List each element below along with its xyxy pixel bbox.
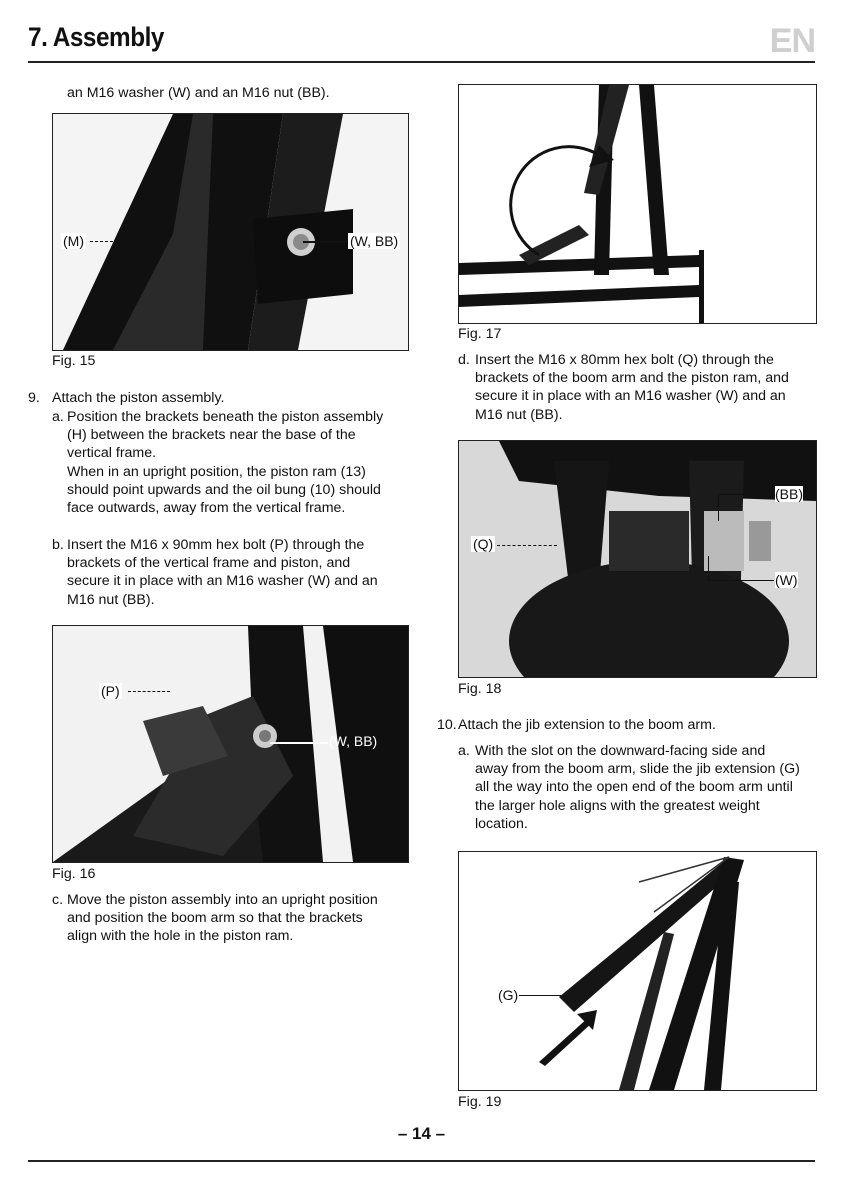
step9-number: 9. bbox=[28, 390, 40, 406]
step10a-line: With the slot on the downward-facing side and bbox=[475, 743, 766, 759]
leader-wbb-16 bbox=[270, 742, 328, 744]
label-m: (M) bbox=[63, 233, 84, 249]
step9c-line: align with the hole in the piston ram. bbox=[67, 928, 294, 945]
figure-19 bbox=[458, 851, 817, 1091]
footer-rule bbox=[28, 1160, 815, 1162]
step9b-text bbox=[67, 536, 378, 609]
step9b-marker: b. bbox=[52, 537, 64, 553]
step9b-line: Insert the M16 x 90mm hex bolt (P) through the bbox=[67, 537, 365, 553]
step10a-line: all the way into the open end of the boom arm until bbox=[475, 779, 793, 796]
figure-18 bbox=[458, 440, 817, 678]
step9a-marker: a. bbox=[52, 409, 64, 425]
intro-line: an M16 washer (W) and an M16 nut (BB). bbox=[67, 85, 330, 101]
figure-17-photo bbox=[459, 85, 816, 323]
caption-fig19: Fig. 19 bbox=[458, 1094, 502, 1110]
caption-fig18: Fig. 18 bbox=[458, 681, 502, 697]
step10a-line: away from the boom arm, slide the jib extension (G) bbox=[475, 761, 800, 778]
label-g: (G) bbox=[498, 987, 519, 1003]
label-wbb-16: (W, BB) bbox=[329, 733, 378, 749]
page-number: – 14 – bbox=[397, 1124, 446, 1143]
step10-number: 10. bbox=[437, 717, 457, 733]
step9a-line: (H) between the brackets near the base of the bbox=[67, 427, 356, 444]
step9a-line: should point upwards and the oil bung (10) should bbox=[67, 481, 381, 498]
figure-15-photo bbox=[53, 114, 408, 350]
figure-19-photo bbox=[459, 852, 816, 1090]
step9a-line: When in an upright position, the piston ram (13) bbox=[67, 463, 366, 480]
step10a-text bbox=[475, 742, 800, 833]
step-d-text bbox=[475, 351, 789, 424]
step9c-marker: c. bbox=[52, 892, 64, 908]
leader-bb bbox=[732, 494, 774, 495]
figure-18-photo bbox=[459, 441, 816, 677]
leader-q bbox=[497, 545, 557, 546]
label-w: (W) bbox=[775, 572, 798, 588]
language-badge: EN bbox=[769, 22, 815, 60]
step-d-line: secure it in place with an M16 washer (W) and an bbox=[475, 388, 786, 405]
label-bb: (BB) bbox=[775, 486, 803, 502]
step10a-line: the larger hole aligns with the greatest weight bbox=[475, 797, 760, 814]
step9c-text bbox=[67, 891, 378, 946]
step-d-marker: d. bbox=[458, 352, 470, 368]
step-d-line: brackets of the boom arm and the piston ram, and bbox=[475, 370, 789, 387]
page-title: 7. Assembly bbox=[28, 22, 164, 52]
label-wbb-15: (W, BB) bbox=[350, 233, 399, 249]
label-q: (Q) bbox=[473, 536, 494, 552]
caption-fig15: Fig. 15 bbox=[52, 353, 96, 369]
leader-w bbox=[722, 580, 774, 581]
figure-15 bbox=[52, 113, 409, 351]
step9b-line: secure it in place with an M16 washer (W) and an bbox=[67, 573, 378, 590]
caption-fig16: Fig. 16 bbox=[52, 866, 96, 882]
step9a-line: face outwards, away from the vertical frame. bbox=[67, 500, 346, 517]
leader-g bbox=[519, 995, 561, 996]
step10a-marker: a. bbox=[458, 743, 470, 759]
figure-17 bbox=[458, 84, 817, 324]
step10a-line: location. bbox=[475, 815, 528, 832]
leader-m bbox=[90, 241, 138, 242]
leader-wbb-15 bbox=[303, 241, 347, 243]
step9b-line: M16 nut (BB). bbox=[67, 591, 155, 608]
header-rule bbox=[28, 61, 815, 63]
leader-p bbox=[128, 691, 170, 692]
step10-title: Attach the jib extension to the boom arm. bbox=[458, 717, 716, 733]
step9c-line: and position the boom arm so that the brackets bbox=[67, 910, 363, 927]
caption-fig17: Fig. 17 bbox=[458, 326, 502, 342]
step-d-line: M16 nut (BB). bbox=[475, 406, 563, 423]
step9a-line: Position the brackets beneath the piston assembly bbox=[67, 409, 384, 425]
label-p: (P) bbox=[101, 683, 120, 699]
step-d-line: Insert the M16 x 80mm hex bolt (Q) through the bbox=[475, 352, 774, 368]
bracket-bb bbox=[718, 494, 733, 521]
step9a-line: vertical frame. bbox=[67, 445, 157, 462]
step9a-text bbox=[67, 408, 383, 517]
step9c-line: Move the piston assembly into an upright position bbox=[67, 892, 378, 908]
step9b-line: brackets of the vertical frame and piston, and bbox=[67, 555, 351, 572]
bracket-w bbox=[708, 556, 723, 581]
step9-title: Attach the piston assembly. bbox=[52, 390, 225, 406]
